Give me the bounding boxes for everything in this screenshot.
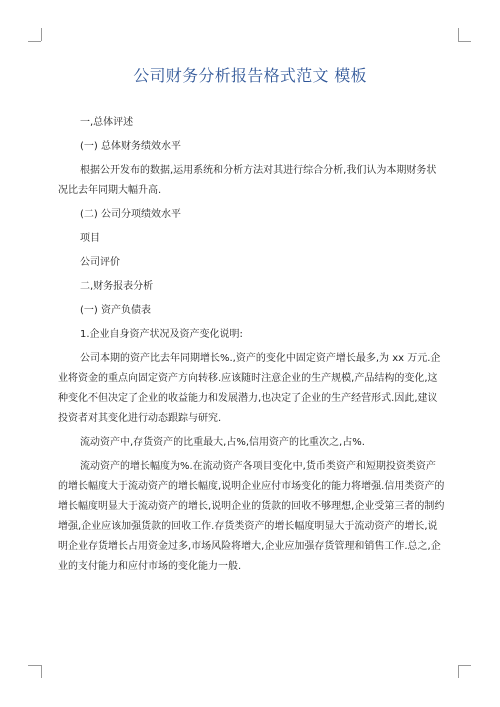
section-heading: 二,财务报表分析 bbox=[80, 281, 154, 292]
subsection-heading: (一) 总体财务绩效水平 bbox=[80, 141, 181, 152]
document-title: 公司财务分析报告格式范文 模板 bbox=[133, 66, 367, 85]
subsection-heading: (一) 资产负债表 bbox=[80, 305, 151, 316]
body-paragraph: 1.企业自身资产状况及资产变化说明: bbox=[80, 329, 243, 340]
body-paragraph: 公司本期的资产比去年同期增长%.,资产的变化中固定资产增长最多,为 xx 万元.企业将资金的重点向固定资产方向转移.应该随时注意企业的生产规模,产品结构的变化,这种变化不但决定了企业的收益能力和发展潜力,也决定了企业的生产经营形式.因此,建议投资者对其变化进行动态跟踪与研究. bbox=[58, 353, 441, 424]
section-heading: 一,总体评述 bbox=[80, 117, 134, 128]
body-paragraph: 公司评价 bbox=[80, 257, 120, 268]
document-body bbox=[58, 113, 445, 581]
body-paragraph: 根据公开发布的数据,运用系统和分析方法对其进行综合分析,我们认为本期财务状况比去年同期大幅升高. bbox=[58, 165, 437, 196]
body-paragraph: 项目 bbox=[80, 233, 100, 244]
subsection-heading: (二) 公司分项绩效水平 bbox=[80, 209, 181, 220]
body-paragraph: 流动资产中,存货资产的比重最大,占%,信用资产的比重次之,占%. bbox=[80, 437, 365, 448]
body-paragraph: 流动资产的增长幅度为%.在流动资产各项目变化中,货币类资产和短期投资类资产的增长幅度大于流动资产的增长幅度,说明企业应付市场变化的能力将增强.信用类资产的增长幅度明显大于流动资产的增长,说明企业的货款的回收不够理想,企业受第三者的制约增强,企业应该加强货款的回收工作.存货类资产的增长幅度明显大于流动资产的增长,说明企业存货增长占用资金过多,市场风险将增大,企业应加强存货管理和销售工作.总之,企业的支付能力和应付市场的变化能力一般. bbox=[58, 461, 445, 572]
